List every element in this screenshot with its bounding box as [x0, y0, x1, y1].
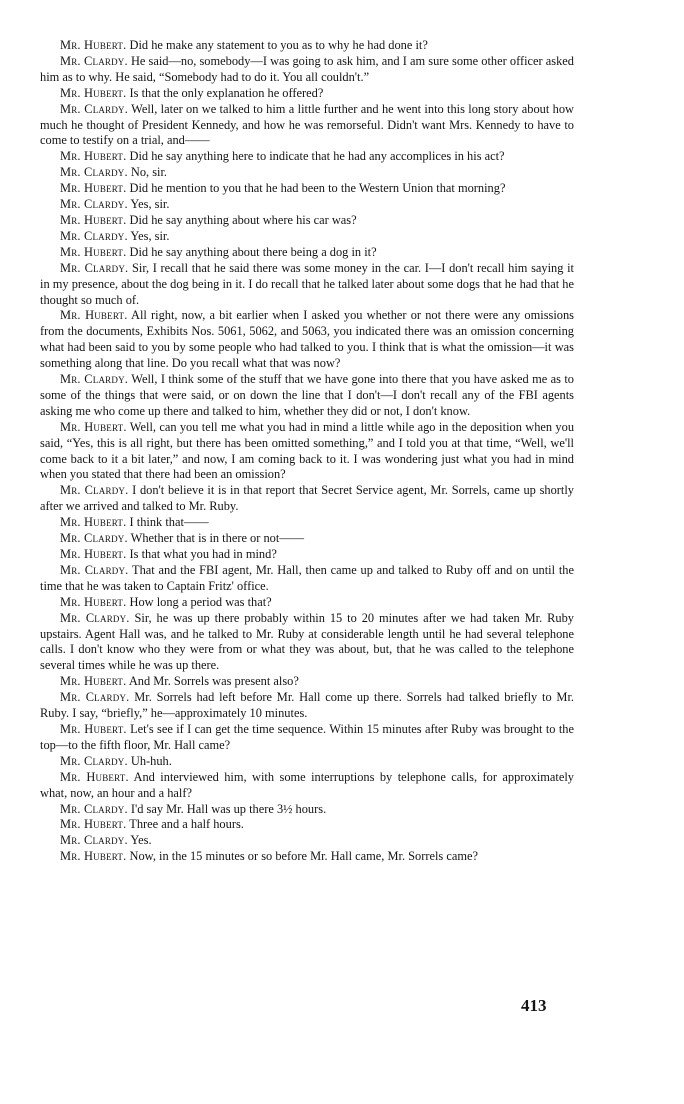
speaker-name: Mr. Clardy. [60, 483, 129, 498]
transcript-paragraph [40, 102, 574, 150]
transcript-paragraph [40, 563, 574, 595]
speaker-name: Mr. Clardy. [60, 531, 128, 546]
speech-text: I think that—— [129, 515, 209, 530]
speaker-name: Mr. Hubert. [60, 721, 127, 736]
speech-text: Sir, he was up there probably within 15 to 20 minutes after we had taken Mr. Ruby upstairs. Agent Hall was, and he talked to Mr. Ruby at considerable length until he had several telephone calls. I don't know who they were from or what they was about, but, that he was called to the telephone several times while he was up there. [40, 610, 574, 673]
transcript-paragraph [40, 86, 574, 102]
speaker-name: Mr. Hubert. [60, 547, 127, 561]
speaker-name: Mr. Clardy. [60, 53, 128, 68]
transcript-paragraph [40, 149, 574, 165]
transcript-paragraph [40, 213, 574, 229]
transcript-paragraph [40, 722, 574, 754]
transcript-paragraph [40, 833, 574, 849]
speaker-name: Mr. Hubert. [60, 181, 127, 196]
speech-text: And Mr. Sorrels was present also? [128, 674, 299, 689]
speaker-name: Mr. Hubert. [60, 38, 127, 52]
transcript-paragraph [40, 674, 574, 690]
speech-text: And interviewed him, with some interruptions by telephone calls, for approximately what, now, an hour and a half? [40, 769, 574, 800]
transcript-paragraph [40, 420, 574, 484]
speech-text: Well, later on we talked to him a little further and he went into this long story about how much he thought of President Kennedy, and how he was remorseful. Didn't want Mrs. Kennedy to have to come to testify on a trial, and—— [40, 101, 574, 148]
transcript-paragraph [40, 54, 574, 86]
speech-text: How long a period was that? [129, 594, 272, 609]
speech-text: Did he say anything about there being a dog in it? [129, 244, 377, 259]
transcript-paragraph [40, 483, 574, 515]
speaker-name: Mr. Hubert. [60, 769, 129, 784]
speaker-name: Mr. Hubert. [60, 419, 127, 434]
speaker-name: Mr. Clardy. [60, 165, 128, 180]
speech-text: All right, now, a bit earlier when I asked you whether or not there were any omissions from the documents, Exhibits Nos. 5061, 5062, and 5063, you indicated there was an omission concerning what had been said to you by some people who had talked to you. I think that is what the omission—it was something along that line. Do you recall what that was now? [40, 308, 575, 371]
speaker-name: Mr. Hubert. [60, 849, 127, 864]
speech-text: Yes. [130, 833, 152, 848]
speech-text: Did he mention to you that he had been to the Western Union that morning? [129, 181, 506, 196]
speech-text: I'd say Mr. Hall was up there 3½ hours. [130, 801, 327, 816]
speaker-name: Mr. Hubert. [60, 817, 127, 832]
speech-text: Now, in the 15 minutes or so before Mr. Hall came, Mr. Sorrels came? [129, 849, 478, 864]
speaker-name: Mr. Clardy. [60, 101, 129, 116]
speaker-name: Mr. Clardy. [60, 753, 128, 768]
speaker-name: Mr. Hubert. [60, 149, 127, 164]
speaker-name: Mr. Clardy. [60, 372, 129, 387]
transcript-paragraph [40, 372, 574, 420]
speech-text: Did he say anything here to indicate that he had any accomplices in his act? [129, 149, 505, 164]
transcript-page [40, 38, 574, 865]
speaker-name: Mr. Hubert. [60, 244, 127, 259]
transcript-paragraph [40, 802, 574, 818]
transcript-paragraph [40, 547, 574, 563]
speech-text: Is that what you had in mind? [129, 547, 277, 561]
speaker-name: Mr. Clardy. [60, 562, 129, 577]
transcript-paragraph [40, 849, 574, 865]
speaker-name: Mr. Hubert. [60, 674, 127, 689]
speaker-name: Mr. Clardy. [60, 801, 128, 816]
transcript-paragraph [40, 38, 574, 54]
transcript-paragraph [40, 817, 574, 833]
transcript-paragraph [40, 690, 574, 722]
speech-text: Let's see if I can get the time sequence. Within 15 minutes after Ruby was brought to the top—to the fifth floor, Mr. Hall came? [40, 721, 574, 752]
speaker-name: Mr. Clardy. [60, 610, 130, 625]
speech-text: Yes, sir. [130, 197, 170, 212]
speaker-name: Mr. Clardy. [60, 228, 128, 243]
transcript-paragraph [40, 531, 574, 547]
speaker-name: Mr. Clardy. [60, 833, 128, 848]
speech-text: Three and a half hours. [129, 817, 244, 832]
page-number: 413 [521, 996, 547, 1015]
transcript-paragraph [40, 754, 574, 770]
transcript-paragraph [40, 770, 574, 802]
speech-text: Whether that is in there or not—— [130, 531, 305, 546]
speech-text: Did he make any statement to you as to why he had done it? [129, 38, 428, 52]
speaker-name: Mr. Hubert. [60, 308, 128, 323]
speech-text: Yes, sir. [130, 228, 170, 243]
speech-text: Well, can you tell me what you had in mind a little while ago in the deposition when you said, “Yes, this is all right, but there has been omitted something,” and I told you at that time, “Well, we'll come back to it a bit later,” and now, I am coming back to it. I was wondering just what you had in mind when you stated that there had been an omission? [40, 419, 575, 482]
speech-text: Well, I think some of the stuff that we have gone into there that you have asked me as to some of the things that were said, or on down the line that I don't—I don't recall any of the FBI agents asking me who come up there and talked to him, whether they did or not, I don't know. [40, 372, 574, 418]
transcript-paragraph [40, 165, 574, 181]
speaker-name: Mr. Hubert. [60, 212, 127, 227]
speaker-name: Mr. Clardy. [60, 690, 130, 705]
speaker-name: Mr. Hubert. [60, 515, 127, 530]
speech-text: Mr. Sorrels had left before Mr. Hall come up there. Sorrels had talked briefly to Mr. Ruby. I say, “briefly,” he—approximately 10 minutes. [40, 690, 574, 721]
transcript-paragraph [40, 515, 574, 531]
transcript-paragraph [40, 611, 574, 675]
transcript-paragraph [40, 245, 574, 261]
speaker-name: Mr. Clardy. [60, 260, 129, 275]
speaker-name: Mr. Hubert. [60, 85, 127, 100]
transcript-paragraph [40, 197, 574, 213]
speech-text: No, sir. [130, 165, 168, 180]
speech-text: Is that the only explanation he offered? [129, 85, 324, 100]
transcript-paragraph [40, 229, 574, 245]
speech-text: I don't believe it is in that report that Secret Service agent, Mr. Sorrels, came up shortly after we arrived and talked to Mr. Ruby. [40, 483, 574, 514]
speech-text: Sir, I recall that he said there was some money in the car. I—I don't recall him saying it in my presence, about the dog being in it. I do recall that he talked later about some dogs that he had that he thought so much of. [40, 260, 574, 307]
transcript-paragraph [40, 308, 574, 372]
speech-text: He said—no, somebody—I was going to ask him, and I am sure some other officer asked him as to why. He said, “Somebody had to do it. You all couldn't.” [40, 53, 575, 84]
speech-text: Did he say anything about where his car was? [129, 212, 357, 227]
speech-text: That and the FBI agent, Mr. Hall, then came up and talked to Ruby off and on until the time that he was taken to Captain Fritz' office. [40, 562, 574, 593]
speech-text: Uh-huh. [130, 753, 172, 768]
transcript-paragraph [40, 181, 574, 197]
speaker-name: Mr. Hubert. [60, 594, 127, 609]
transcript-paragraph [40, 261, 574, 309]
speaker-name: Mr. Clardy. [60, 197, 128, 212]
transcript-paragraph [40, 595, 574, 611]
